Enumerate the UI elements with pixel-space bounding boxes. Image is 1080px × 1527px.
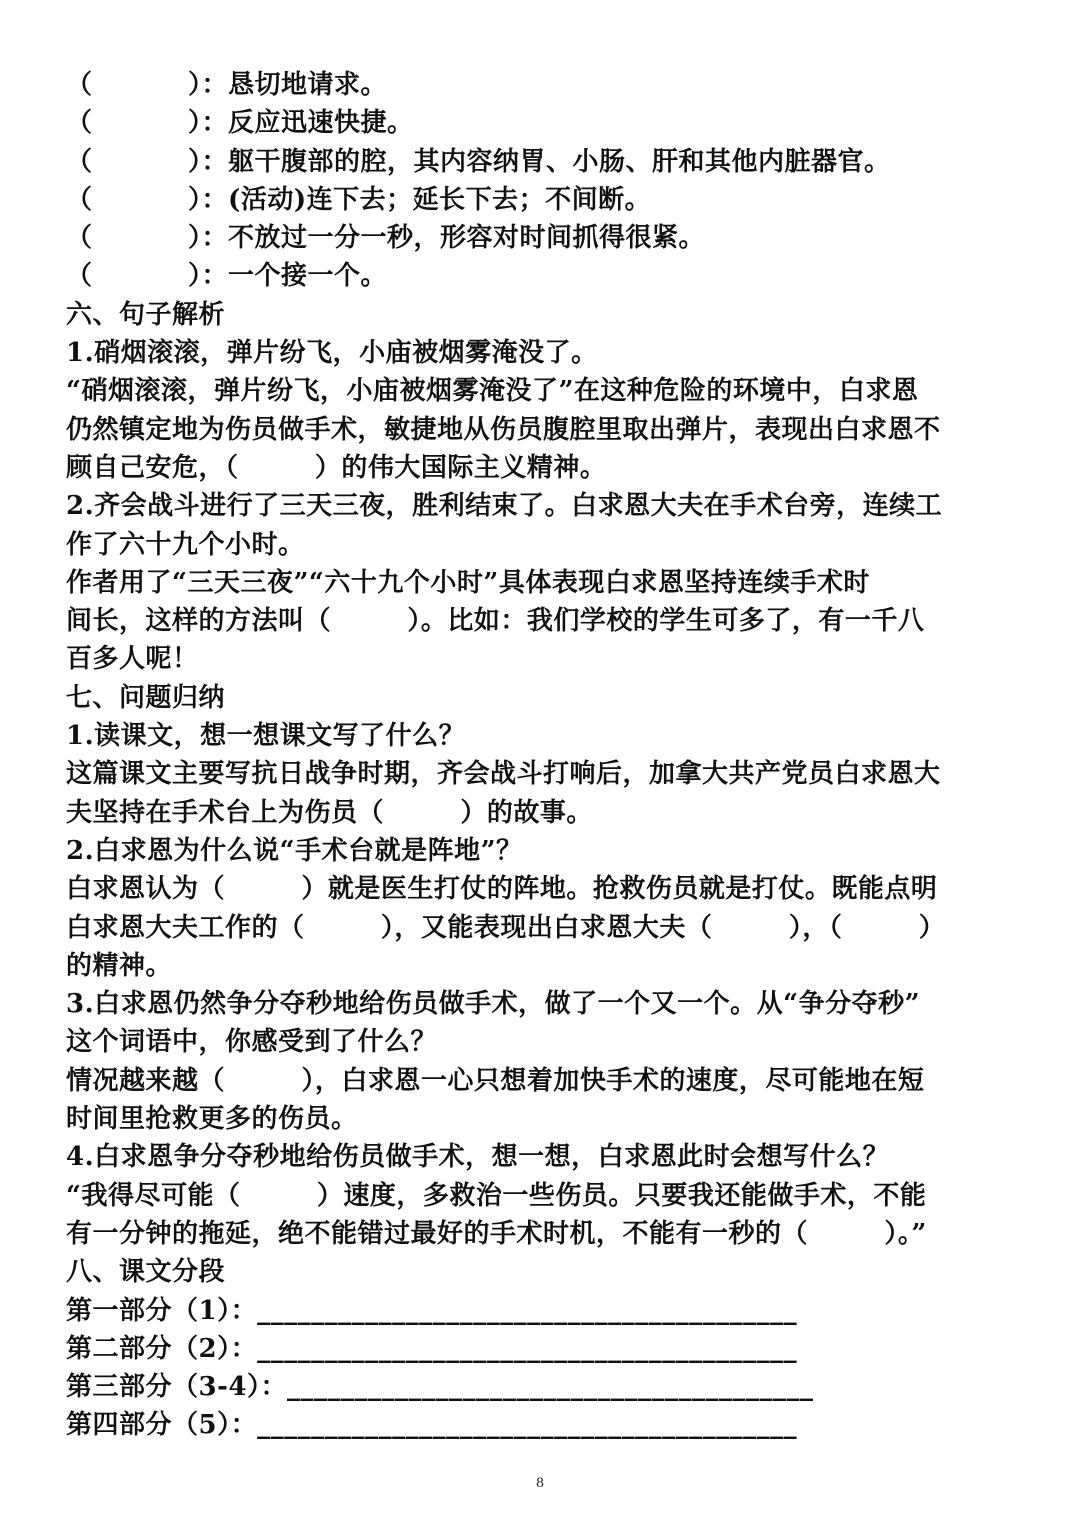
text-line: 情况越来越（ ），白求恩一心只想着加快手术的速度，尽可能地在短	[66, 1065, 925, 1096]
segment-answer-line: 第四部分（5）：________________________________________	[66, 1410, 798, 1441]
text-line: “我得尽可能（ ）速度，多救治一些伤员。只要我还能做手术，不能	[66, 1180, 927, 1211]
segment-answer-line: 第二部分（2）：________________________________________	[66, 1333, 798, 1364]
definition-line: （ ）：(活动)连下去；延长下去；不间断。	[66, 184, 652, 215]
text-line: 这篇课文主要写抗日战争时期，齐会战斗打响后，加拿大共产党员白求恩大	[66, 759, 941, 790]
text-line: 仍然镇定地为伤员做手术，敏捷地从伤员腹腔里取出弹片，表现出白求恩不	[66, 414, 941, 445]
text-line: 这个词语中，你感受到了什么？	[66, 1027, 438, 1058]
page-number: 8	[535, 1476, 545, 1491]
definition-line: （ ）：一个接一个。	[66, 261, 388, 292]
text-line: 百多人呢！	[66, 644, 199, 675]
text-line: 2.白求恩为什么说“手术台就是阵地”？	[66, 835, 523, 866]
text-line: 顾自己安危，（ ）的伟大国际主义精神。	[66, 452, 607, 483]
segment-answer-line: 第三部分（3-4）：_______________________________________	[66, 1372, 814, 1403]
text-line: 有一分钟的拖延，绝不能错过最好的手术时机，不能有一秒的（ ）。”	[66, 1218, 927, 1249]
text-line: 2.齐会战斗进行了三天三夜，胜利结束了。白求恩大夫在手术台旁，连续工	[66, 491, 943, 522]
text-line: 时间里抢救更多的伤员。	[66, 1104, 358, 1135]
definition-line: （ ）：不放过一分一秒，形容对时间抓得很紧。	[66, 223, 706, 254]
definition-line: （ ）：反应迅速快捷。	[66, 108, 414, 139]
worksheet-page	[66, 66, 1026, 1445]
section-heading-sentence-analysis: 六、句子解析	[66, 299, 226, 330]
text-line: 作者用了“三天三夜”“六十九个小时”具体表现白求恩坚持连续手术时	[66, 567, 870, 598]
section-heading-text-segmentation: 八、课文分段	[66, 1257, 226, 1288]
segment-answer-line: 第一部分（1）：________________________________________	[66, 1295, 798, 1326]
text-line: 白求恩大夫工作的（ ），又能表现出白求恩大夫（ ），（ ）	[66, 912, 946, 943]
text-line: 1.读课文，想一想课文写了什么？	[66, 721, 466, 752]
section-heading-question-summary: 七、问题归纳	[66, 682, 226, 713]
definition-line: （ ）：躯干腹部的腔，其内容纳胃、小肠、肝和其他内脏器官。	[66, 146, 891, 177]
text-line: 3.白求恩仍然争分夺秒地给伤员做手术，做了一个又一个。从“争分夺秒”	[66, 989, 921, 1020]
text-line: “硝烟滚滚，弹片纷飞，小庙被烟雾淹没了”在这种危险的环境中，白求恩	[66, 376, 919, 407]
text-line: 白求恩认为（ ）就是医生打仗的阵地。抢救伤员就是打仗。既能点明	[66, 874, 938, 905]
text-line: 1.硝烟滚滚，弹片纷飞，小庙被烟雾淹没了。	[66, 338, 598, 369]
text-line: 的精神。	[66, 950, 173, 981]
text-line: 间长，这样的方法叫（ ）。比如：我们学校的学生可多了，有一千八	[66, 606, 925, 637]
definition-line: （ ）：恳切地请求。	[66, 70, 388, 100]
text-line: 夫坚持在手术台上为伤员（ ）的故事。	[66, 797, 593, 828]
text-line: 4.白求恩争分夺秒地给伤员做手术，想一想，白求恩此时会想写什么？	[66, 1142, 890, 1173]
text-line: 作了六十九个小时。	[66, 529, 305, 560]
